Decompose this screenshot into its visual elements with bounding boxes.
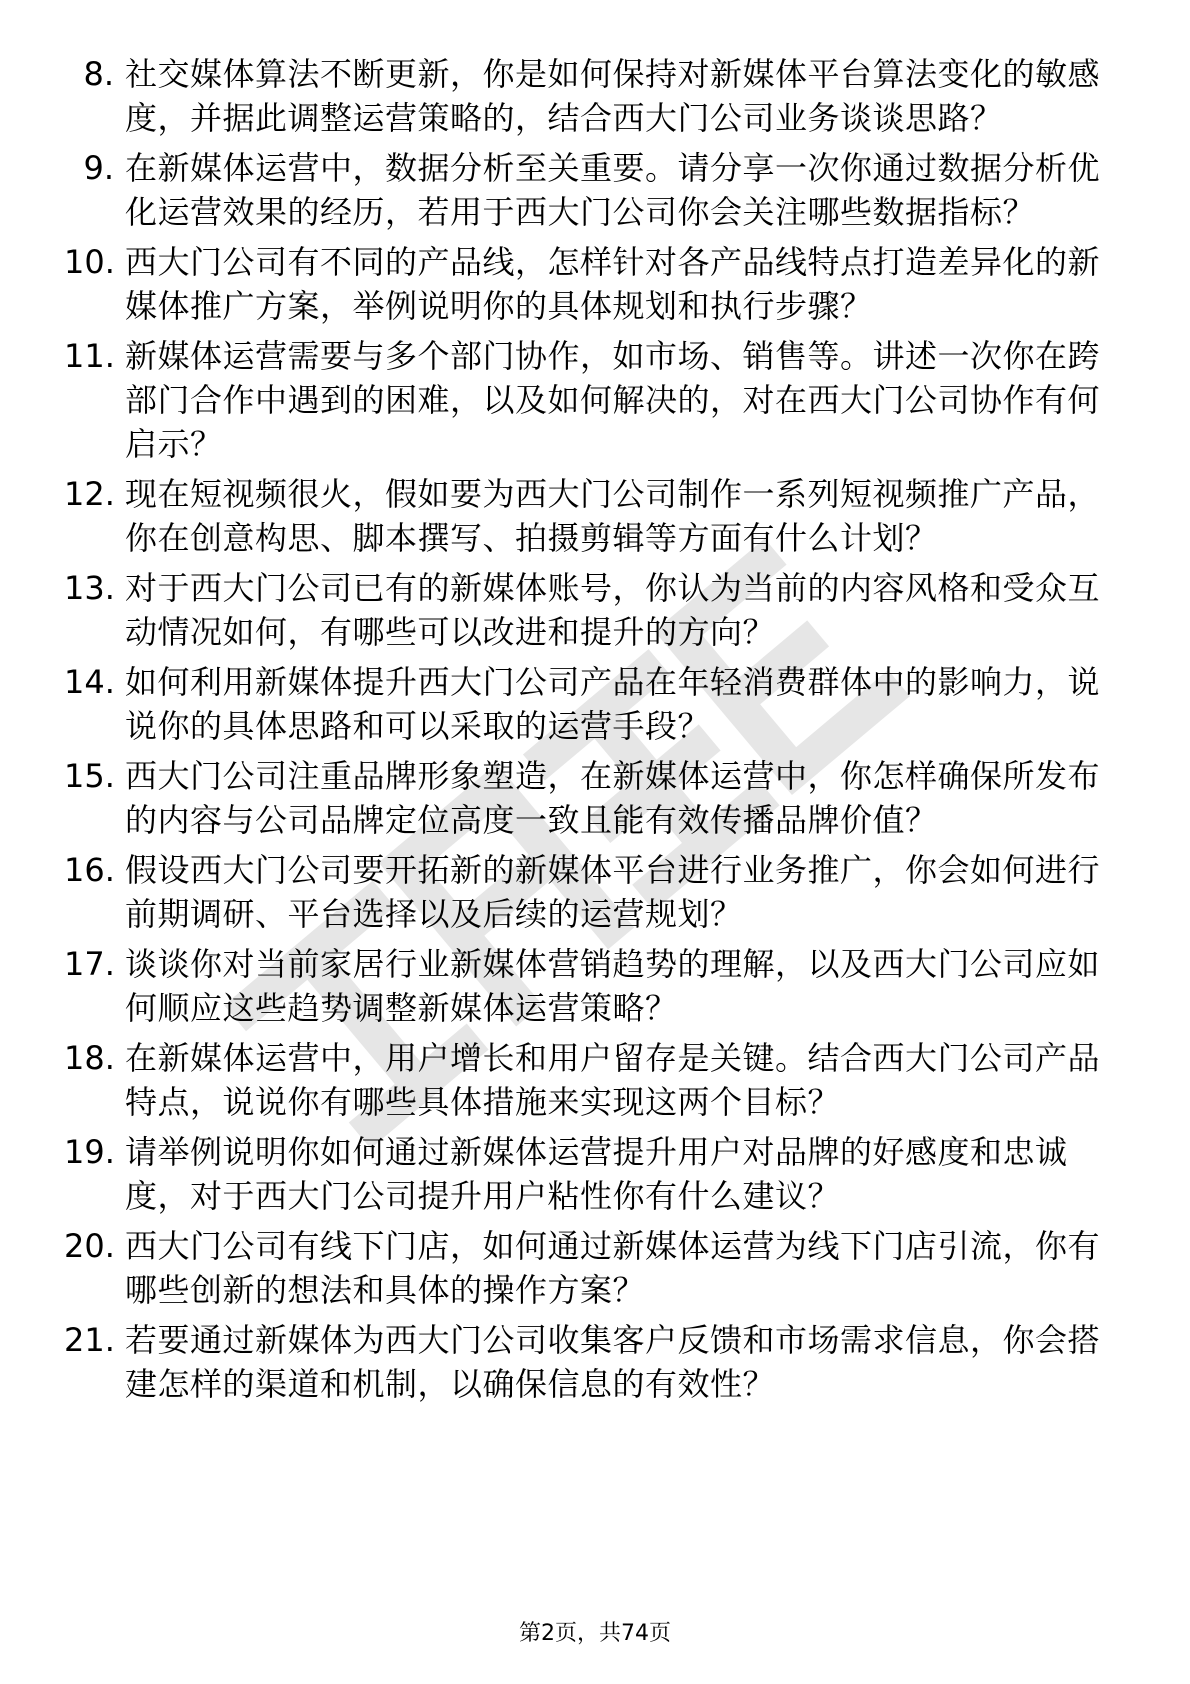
question-number: 10. [64, 243, 115, 281]
question-text: 请举例说明你如何通过新媒体运营提升用户对品牌的好感度和忠诚度，对于西大门公司提升用户粘性你有什么建议？ [125, 1133, 1068, 1215]
list-item [64, 942, 1114, 1030]
list-item [64, 754, 1114, 842]
question-text: 假设西大门公司要开拓新的新媒体平台进行业务推广，你会如何进行前期调研、平台选择以及后续的运营规划？ [125, 851, 1101, 933]
question-list [64, 52, 1114, 1412]
page-footer: 第2页，共74页 [519, 1621, 671, 1646]
question-number: 8. [83, 55, 114, 93]
question-text: 谈谈你对当前家居行业新媒体营销趋势的理解，以及西大门公司应如何顺应这些趋势调整新媒体运营策略？ [125, 945, 1101, 1027]
question-number: 19. [64, 1133, 115, 1171]
question-text: 在新媒体运营中，用户增长和用户留存是关键。结合西大门公司产品特点，说说你有哪些具体措施来实现这两个目标？ [125, 1039, 1101, 1121]
question-number: 13. [64, 569, 115, 607]
question-number: 12. [64, 475, 115, 513]
list-item [64, 1224, 1114, 1312]
list-item [64, 566, 1114, 654]
question-number: 9. [83, 149, 114, 187]
list-item [64, 146, 1114, 234]
question-text: 在新媒体运营中，数据分析至关重要。请分享一次你通过数据分析优化运营效果的经历，若用于西大门公司你会关注哪些数据指标？ [125, 149, 1101, 231]
list-item [64, 848, 1114, 936]
question-number: 16. [64, 851, 115, 889]
question-number: 15. [64, 757, 115, 795]
question-text: 新媒体运营需要与多个部门协作，如市场、销售等。讲述一次你在跨部门合作中遇到的困难，以及如何解决的，对在西大门公司协作有何启示？ [125, 337, 1101, 463]
question-number: 14. [64, 663, 115, 701]
question-number: 21. [64, 1321, 115, 1359]
question-text: 如何利用新媒体提升西大门公司产品在年轻消费群体中的影响力，说说你的具体思路和可以采取的运营手段？ [125, 663, 1101, 745]
question-text: 若要通过新媒体为西大门公司收集客户反馈和市场需求信息，你会搭建怎样的渠道和机制，以确保信息的有效性？ [125, 1321, 1101, 1403]
question-text: 社交媒体算法不断更新，你是如何保持对新媒体平台算法变化的敏感度，并据此调整运营策略的，结合西大门公司业务谈谈思路？ [125, 55, 1101, 137]
question-number: 11. [64, 337, 115, 375]
question-number: 18. [64, 1039, 115, 1077]
list-item [64, 334, 1114, 466]
list-item [64, 52, 1114, 140]
list-item [64, 1036, 1114, 1124]
question-text: 现在短视频很火，假如要为西大门公司制作一系列短视频推广产品，你在创意构思、脚本撰写、拍摄剪辑等方面有什么计划？ [125, 475, 1101, 557]
list-item [64, 240, 1114, 328]
question-text: 西大门公司有线下门店，如何通过新媒体运营为线下门店引流，你有哪些创新的想法和具体的操作方案？ [125, 1227, 1101, 1309]
list-item [64, 1318, 1114, 1406]
list-item [64, 472, 1114, 560]
question-text: 西大门公司有不同的产品线，怎样针对各产品线特点打造差异化的新媒体推广方案，举例说明你的具体规划和执行步骤？ [125, 243, 1101, 325]
question-text: 对于西大门公司已有的新媒体账号，你认为当前的内容风格和受众互动情况如何，有哪些可以改进和提升的方向？ [125, 569, 1101, 651]
list-item [64, 660, 1114, 748]
question-number: 20. [64, 1227, 115, 1265]
list-item [64, 1130, 1114, 1218]
question-number: 17. [64, 945, 115, 983]
question-text: 西大门公司注重品牌形象塑造，在新媒体运营中，你怎样确保所发布的内容与公司品牌定位高度一致且能有效传播品牌价值？ [125, 757, 1101, 839]
